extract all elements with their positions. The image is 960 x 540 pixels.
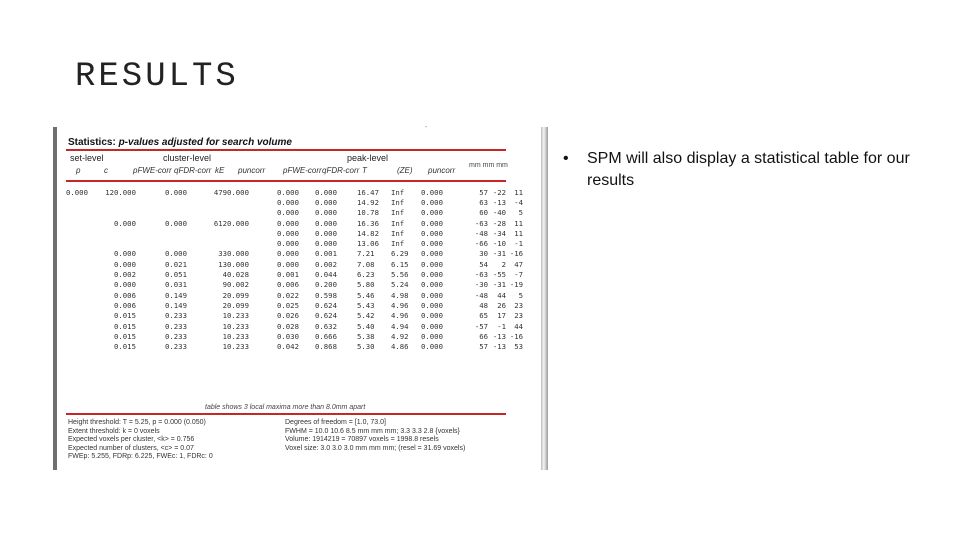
footer-expected-clusters: Expected number of clusters, <c> = 0.07: [68, 444, 194, 452]
table-row: [66, 311, 523, 321]
table-cell: 0.233: [165, 331, 187, 341]
table-cell: 0.000: [421, 249, 443, 259]
table-cell: Inf: [391, 208, 405, 218]
statistics-label: Statistics:: [68, 137, 116, 148]
bullet-marker: •: [563, 150, 569, 167]
col-set-p: p: [76, 166, 81, 175]
table-cell: 4.94: [391, 321, 409, 331]
table-cell: 0.200: [315, 280, 337, 290]
table-cell: 0.001: [277, 270, 299, 280]
table-cell: 5.43: [357, 300, 375, 310]
table-cell: [66, 331, 100, 341]
table-cell: 0.000: [315, 218, 337, 228]
statistics-heading: [68, 137, 292, 148]
table-cell: 0.000: [277, 249, 299, 259]
table-cell: 0.000: [165, 187, 187, 197]
table-cell: [100, 290, 114, 300]
table-cell: 0.025: [277, 300, 299, 310]
table-cell: [66, 300, 100, 310]
table-cell: 5.30: [357, 342, 375, 352]
bullet-list: [563, 148, 913, 192]
table-cell: 53: [514, 342, 523, 352]
table-cell: 0.026: [277, 311, 299, 321]
table-cell: [165, 238, 208, 248]
table-cell: Inf: [391, 187, 405, 197]
table-cell: [66, 280, 100, 290]
table-cell: 4.92: [391, 331, 409, 341]
table-cell: -1: [497, 321, 506, 331]
table-cell: 48: [479, 300, 488, 310]
table-cell: 5.24: [391, 280, 409, 290]
table-cell: 12: [105, 187, 114, 197]
table-cell: 0.000: [277, 208, 299, 218]
table-cell: 0.868: [315, 342, 337, 352]
table-cell: -55: [492, 270, 506, 280]
footer-left: [68, 419, 213, 462]
table-cell: -10: [492, 239, 506, 249]
table-cell: 5: [518, 208, 523, 218]
table-cell: -63: [474, 270, 488, 280]
table-cell: 5.80: [357, 280, 375, 290]
table-row: [66, 280, 523, 290]
table-cell: 10.78: [357, 208, 379, 218]
table-cell: 0.000: [227, 259, 249, 269]
table-cell: -48: [474, 228, 488, 238]
table-cell: 0.000: [421, 187, 443, 197]
table-cell: 0.028: [227, 270, 249, 280]
table-cell: [66, 290, 100, 300]
table-cell: 57: [479, 187, 488, 197]
table-cell: 0.000: [315, 228, 337, 238]
table-cell: 0.002: [114, 270, 136, 280]
table-cell: 7.08: [357, 259, 375, 269]
table-cell: 0.099: [227, 300, 249, 310]
table-cell: [100, 341, 114, 351]
table-cell: 0.000: [227, 249, 249, 259]
col-peak-puncorr: puncorr: [428, 166, 456, 175]
results-table: [66, 187, 523, 352]
table-cell: -1: [514, 239, 523, 249]
table-cell: 5: [518, 290, 523, 300]
footer-height-threshold: Height threshold: T = 5.25, p = 0.000 (0.050): [68, 419, 206, 426]
table-cell: 0.021: [165, 259, 187, 269]
table-cell: 26: [497, 300, 506, 310]
col-peak-t: T: [362, 166, 367, 175]
table-cell: 1: [222, 321, 227, 331]
table-cell: 14.82: [357, 228, 379, 238]
table-cell: [100, 331, 114, 341]
table-cell: 4.96: [391, 311, 409, 321]
table-cell: 0.000: [315, 208, 337, 218]
table-row: [66, 228, 523, 238]
table-cell: 0.099: [227, 290, 249, 300]
table-cell: 0.000: [227, 187, 249, 197]
table-cell: 17: [497, 311, 506, 321]
table-cell: 0.000: [315, 197, 337, 207]
table-cell: [208, 238, 227, 248]
table-cell: 0.000: [421, 197, 443, 207]
table-cell: 0.015: [114, 321, 136, 331]
table-cell: [114, 238, 165, 248]
table-row: [66, 300, 523, 310]
statistics-subheading: p-values adjusted for search volume: [118, 137, 292, 148]
table-cell: 1: [222, 331, 227, 341]
table-cell: 63: [479, 197, 488, 207]
table-cell: 612: [213, 218, 227, 228]
table-cell: 0.000: [114, 249, 136, 259]
header-rule: [66, 180, 506, 182]
table-cell: [100, 311, 114, 321]
table-cell: 0.000: [277, 218, 299, 228]
table-cell: 11: [514, 187, 523, 197]
col-cluster-pfwe: pFWE-corr: [133, 166, 172, 175]
table-cell: -66: [474, 239, 488, 249]
table-cell: 5.46: [357, 290, 375, 300]
bullet-item: [563, 148, 913, 192]
col-cluster-puncorr: puncorr: [238, 166, 266, 175]
table-row: [66, 208, 523, 218]
table-cell: 0.000: [421, 208, 443, 218]
table-cell: 0.000: [114, 280, 136, 290]
table-cell: 0.006: [114, 290, 136, 300]
table-cell: 0.000: [421, 331, 443, 341]
table-cell: 0.000: [421, 300, 443, 310]
table-cell: [100, 197, 114, 207]
col-peak-qfdr: qFDR-corr: [322, 166, 360, 175]
table-cell: [100, 249, 114, 259]
table-cell: [227, 228, 277, 238]
table-cell: 0.015: [114, 342, 136, 352]
table-cell: Inf: [391, 218, 405, 228]
table-cell: 0.000: [114, 218, 136, 228]
table-cell: [114, 197, 165, 207]
table-cell: 0.624: [315, 311, 337, 321]
table-cell: -4: [514, 197, 523, 207]
table-cell: 16.36: [357, 218, 379, 228]
table-cell: 479: [213, 187, 227, 197]
table-cell: -57: [474, 321, 488, 331]
table-cell: 4: [222, 270, 227, 280]
table-cell: Inf: [391, 228, 405, 238]
table-cell: 0.031: [165, 280, 187, 290]
table-cell: [66, 228, 100, 238]
table-cell: 33: [218, 249, 227, 259]
table-cell: -40: [492, 208, 506, 218]
col-cluster-qfdr: qFDR-corr: [174, 166, 212, 175]
table-cell: 44: [497, 290, 506, 300]
table-row: [66, 187, 523, 197]
table-cell: [165, 197, 208, 207]
table-cell: [66, 238, 100, 248]
table-cell: 2: [501, 259, 506, 269]
table-cell: 1: [222, 342, 227, 352]
table-cell: 1: [222, 311, 227, 321]
table-cell: 4.98: [391, 290, 409, 300]
table-cell: [66, 249, 100, 259]
table-cell: 4.96: [391, 300, 409, 310]
table-cell: 0.000: [421, 321, 443, 331]
table-cell: -13: [492, 197, 506, 207]
table-cell: 0.000: [421, 259, 443, 269]
table-cell: Inf: [391, 197, 405, 207]
screenshot-left-border: [53, 127, 57, 470]
table-cell: 2: [222, 290, 227, 300]
table-row: [66, 321, 523, 331]
table-row: [66, 341, 523, 351]
table-row: [66, 269, 523, 279]
table-cell: 0.051: [165, 270, 187, 280]
table-cell: 0.000: [277, 239, 299, 249]
table-cell: -22: [492, 187, 506, 197]
table-cell: 0.030: [277, 331, 299, 341]
table-cell: 7.21: [357, 249, 375, 259]
table-cell: [100, 321, 114, 331]
table-cell: 0.000: [165, 249, 187, 259]
table-cell: 0.000: [421, 239, 443, 249]
table-cell: [208, 228, 227, 238]
table-cell: 0.000: [315, 187, 337, 197]
table-cell: 0.000: [227, 218, 249, 228]
table-cell: [66, 311, 100, 321]
coordinate-units: mm mm mm: [469, 162, 508, 169]
table-cell: 13.06: [357, 239, 379, 249]
table-cell: 6.29: [391, 249, 409, 259]
table-cell: 0.666: [315, 331, 337, 341]
table-cell: [66, 269, 100, 279]
table-cell: 5.56: [391, 270, 409, 280]
table-cell: 60: [479, 208, 488, 218]
table-cell: [227, 238, 277, 248]
table-cell: [165, 208, 208, 218]
footer-rule: [66, 413, 506, 415]
table-cell: 47: [514, 259, 523, 269]
table-cell: [66, 218, 100, 228]
table-cell: 4.86: [391, 342, 409, 352]
table-cell: [100, 259, 114, 269]
table-cell: 54: [479, 259, 488, 269]
table-cell: 0.000: [277, 187, 299, 197]
table-cell: 0.006: [277, 280, 299, 290]
footer-fwe-fdr: FWEp: 5.255, FDRp: 6.225, FWEc: 1, FDRc: 0: [68, 453, 213, 460]
col-peak-ze: (ZE): [397, 166, 413, 175]
table-cell: 0.000: [315, 239, 337, 249]
table-cell: 0.000: [277, 259, 299, 269]
table-row: [66, 331, 523, 341]
table-cell: [114, 208, 165, 218]
table-cell: 44: [514, 321, 523, 331]
table-cell: [100, 238, 114, 248]
table-row: [66, 249, 523, 259]
table-cell: [208, 197, 227, 207]
table-cell: 0.149: [165, 290, 187, 300]
table-cell: 11: [514, 228, 523, 238]
table-cell: -16: [509, 331, 523, 341]
table-cell: [66, 197, 100, 207]
table-cell: 6.15: [391, 259, 409, 269]
table-cell: 66: [479, 331, 488, 341]
cluster-level-label: cluster-level: [163, 153, 212, 163]
table-cell: 0.001: [315, 249, 337, 259]
table-cell: 0.002: [315, 259, 337, 269]
table-cell: [66, 208, 100, 218]
col-cluster-ke: kE: [215, 166, 225, 175]
table-cell: [100, 228, 114, 238]
table-row: [66, 259, 523, 269]
table-cell: [66, 259, 100, 269]
table-cell: 0.000: [165, 218, 187, 228]
screenshot-scrollbar[interactable]: [541, 127, 548, 470]
table-cell: -63: [474, 218, 488, 228]
table-cell: 0.028: [277, 321, 299, 331]
table-cell: 0.022: [277, 290, 299, 300]
table-cell: -28: [492, 218, 506, 228]
table-cell: -13: [492, 331, 506, 341]
table-cell: 0.233: [227, 342, 249, 352]
table-cell: 0.044: [315, 270, 337, 280]
table-cell: -7: [514, 270, 523, 280]
table-cell: [100, 269, 114, 279]
table-cell: [100, 208, 114, 218]
table-cell: -13: [492, 342, 506, 352]
heading-rule: [66, 149, 506, 151]
table-cell: 23: [514, 300, 523, 310]
table-cell: [100, 218, 114, 228]
table-cell: 0.233: [227, 311, 249, 321]
table-cell: 0.000: [114, 259, 136, 269]
table-cell: [114, 228, 165, 238]
table-cell: [66, 341, 100, 351]
table-cell: 2: [222, 300, 227, 310]
set-level-label: set-level: [70, 153, 104, 163]
table-cell: 5.42: [357, 311, 375, 321]
table-cell: 65: [479, 311, 488, 321]
table-cell: 6.23: [357, 270, 375, 280]
table-cell: -34: [492, 228, 506, 238]
table-cell: [66, 321, 100, 331]
table-cell: -19: [509, 280, 523, 290]
table-cell: [227, 197, 277, 207]
table-cell: -30: [474, 280, 488, 290]
table-cell: [227, 208, 277, 218]
table-cell: 0.000: [421, 228, 443, 238]
footer-fwhm: FWHM = 10.0 10.6 8.5 mm mm mm; 3.3 3.3 2.8 {voxels}: [285, 427, 460, 435]
slide-title: RESULTS: [75, 58, 239, 96]
table-cell: 5.40: [357, 321, 375, 331]
table-cell: 0.002: [227, 280, 249, 290]
table-cell: 23: [514, 311, 523, 321]
table-cell: 0.632: [315, 321, 337, 331]
table-cell: 13: [218, 259, 227, 269]
table-cell: 0.000: [277, 228, 299, 238]
table-cell: -16: [509, 249, 523, 259]
col-peak-pfwe: pFWE-corr: [283, 166, 322, 175]
table-cell: 0.598: [315, 290, 337, 300]
table-cell: 0.000: [421, 342, 443, 352]
table-cell: 0.233: [227, 321, 249, 331]
table-cell: 0.000: [421, 290, 443, 300]
table-cell: Inf: [391, 239, 405, 249]
table-cell: 0.233: [165, 311, 187, 321]
table-row: [66, 197, 523, 207]
table-cell: [208, 208, 227, 218]
bullet-text: SPM will also display a statistical table for our results: [587, 150, 910, 189]
table-cell: 0.000: [114, 187, 136, 197]
table-cell: -31: [492, 249, 506, 259]
table-cell: 9: [222, 280, 227, 290]
table-cell: 0.000: [421, 311, 443, 321]
footer-degrees-freedom: Degrees of freedom = [1.0, 73.0]: [285, 419, 386, 426]
table-cell: 0.624: [315, 300, 337, 310]
table-cell: 0.149: [165, 300, 187, 310]
table-cell: 0.000: [421, 280, 443, 290]
table-cell: 0.000: [421, 270, 443, 280]
table-cell: 0.000: [66, 187, 88, 197]
table-note: table shows 3 local maxima more than 8.0mm apart: [205, 404, 366, 411]
table-cell: 16.47: [357, 187, 379, 197]
tick-mark: -: [425, 124, 428, 131]
table-cell: 0.000: [421, 218, 443, 228]
table-row: [66, 218, 523, 228]
table-cell: 0.006: [114, 300, 136, 310]
table-cell: 0.015: [114, 331, 136, 341]
table-cell: 0.015: [114, 311, 136, 321]
table-row: [66, 238, 523, 248]
footer-volume: Volume: 1914219 = 70897 voxels = 1998.8 resels: [285, 436, 439, 443]
footer-voxel-size: Voxel size: 3.0 3.0 3.0 mm mm mm; (resel = 31.69 voxels): [285, 444, 466, 452]
table-cell: 57: [479, 342, 488, 352]
footer-expected-voxels: Expected voxels per cluster, <k> = 0.756: [68, 436, 195, 443]
table-cell: -31: [492, 280, 506, 290]
table-cell: 14.92: [357, 197, 379, 207]
table-cell: 0.042: [277, 342, 299, 352]
footer-right: [285, 419, 465, 453]
table-cell: 11: [514, 218, 523, 228]
table-cell: 0.233: [165, 342, 187, 352]
table-row: [66, 290, 523, 300]
peak-level-label: peak-level: [347, 153, 389, 163]
table-cell: 0.233: [165, 321, 187, 331]
table-cell: [100, 300, 114, 310]
col-set-c: c: [104, 166, 108, 175]
table-cell: 30: [479, 249, 488, 259]
table-cell: [100, 280, 114, 290]
table-cell: 0.000: [277, 197, 299, 207]
table-cell: -48: [474, 290, 488, 300]
table-cell: 5.38: [357, 331, 375, 341]
footer-extent-threshold: Extent threshold: k = 0 voxels: [68, 427, 160, 435]
table-cell: [165, 228, 208, 238]
table-cell: 0.233: [227, 331, 249, 341]
